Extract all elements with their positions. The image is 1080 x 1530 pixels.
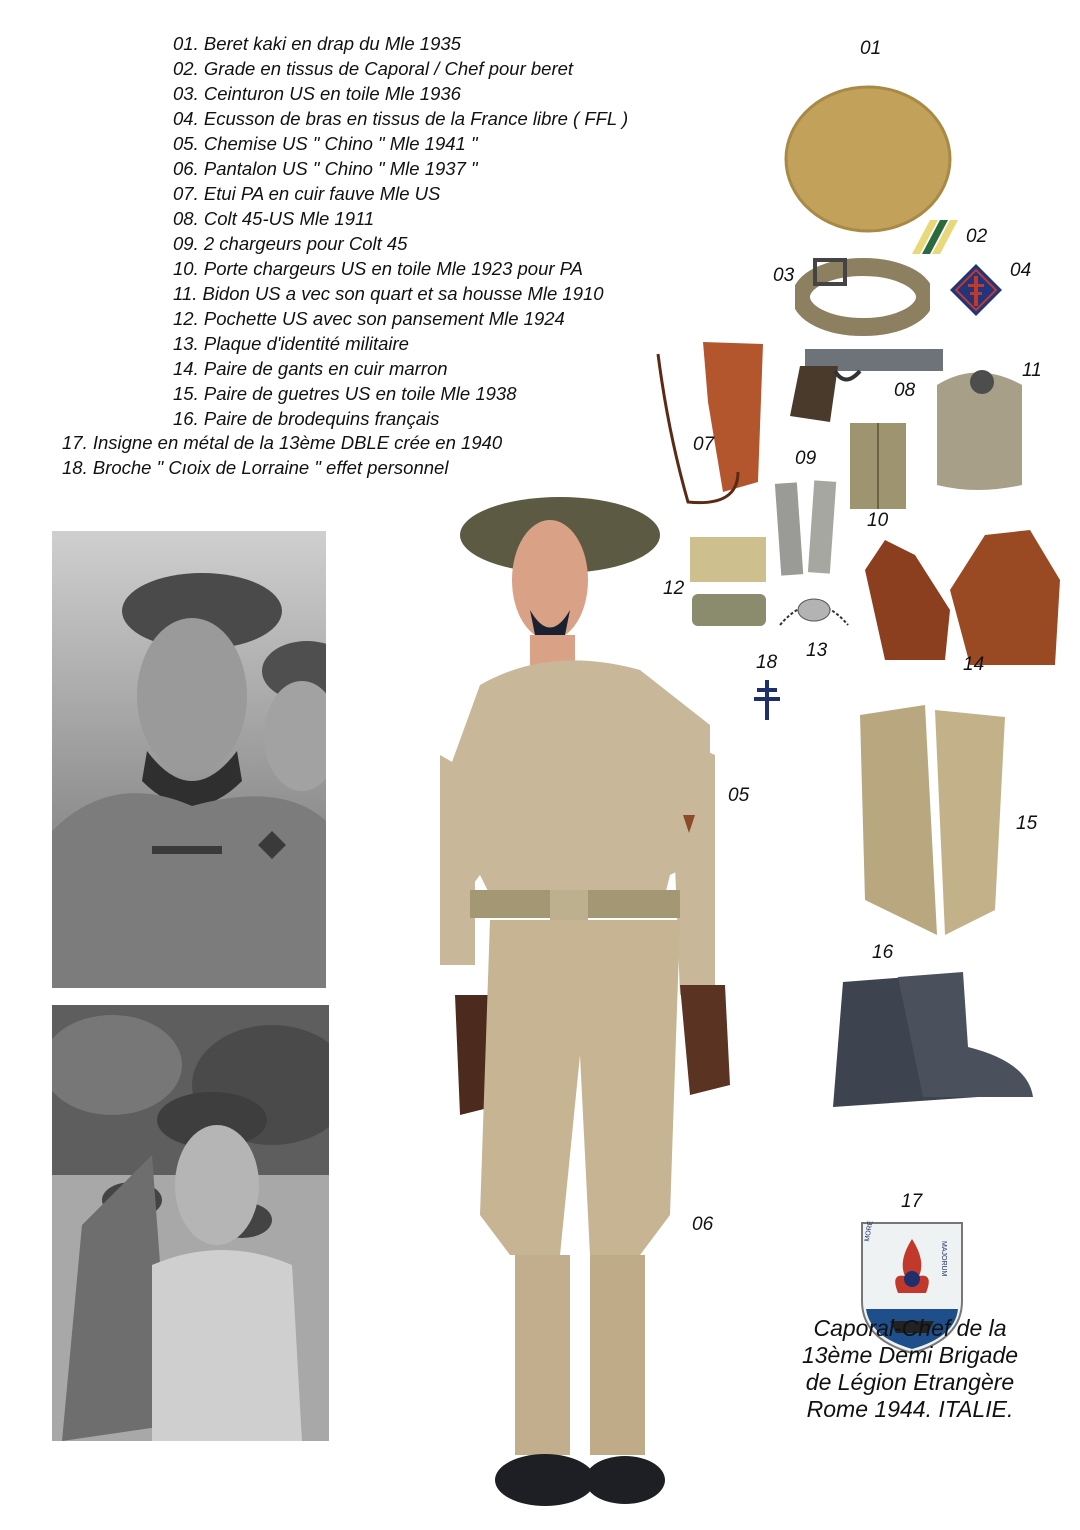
colt-pistol-image (790, 346, 945, 424)
legend-item-11: 11. Bidon US a vec son quart et sa housse Mle 1910 (173, 283, 604, 304)
ffl-patch-icon (948, 262, 1004, 318)
item-number-09: 09 (795, 448, 817, 469)
gaiters-image (855, 705, 1013, 943)
legend-item-18: 18. Broche " Cıoix de Lorraine " effet personnel (62, 457, 449, 478)
item-number-01: 01 (860, 38, 882, 59)
beret-image (783, 84, 953, 234)
item-number-13: 13 (806, 640, 828, 661)
canteen-image (927, 360, 1027, 495)
legend-item-02: 02. Grade en tissus de Caporal / Chef pour beret (173, 58, 574, 79)
item-number-08: 08 (894, 380, 916, 401)
legend-item-13: 13. Plaque d'identité militaire (173, 333, 409, 354)
gaiters-icon (855, 705, 1013, 943)
item-number-16: 16 (872, 942, 894, 963)
mannequin-uniform (440, 495, 740, 1525)
holster-image (648, 342, 766, 514)
boots-image (828, 972, 1040, 1114)
legend-item-15: 15. Paire de guetres US en toile Mle 1938 (173, 383, 517, 404)
item-number-12: 12 (663, 578, 685, 599)
pistol-icon (790, 346, 945, 424)
legend-item-10: 10. Porte chargeurs US en toile Mle 1923 pour PA (173, 258, 583, 279)
magazines-image (773, 478, 838, 580)
magazine-icon (773, 478, 838, 580)
first-aid-pouch-image (688, 532, 768, 630)
dog-tag-icon (776, 590, 852, 635)
legend-item-07: 07. Etui PA en cuir fauve Mle US (173, 183, 441, 204)
photo-top-illustration (52, 531, 326, 988)
item-number-02: 02 (966, 226, 988, 247)
caption-line-4: Rome 1944. ITALIE. (806, 1396, 1014, 1422)
legend-item-03: 03. Ceinturon US en toile Mle 1936 (173, 83, 461, 104)
badge-motto-left: MORE (864, 1220, 875, 1243)
gloves-image (855, 530, 1070, 672)
belt-icon (795, 252, 930, 337)
legend-item-08: 08. Colt 45-US Mle 1911 (173, 208, 375, 229)
item-number-11: 11 (1022, 360, 1042, 381)
caption-line-3: de Légion Etrangère (805, 1369, 1015, 1395)
mannequin-illustration (440, 495, 740, 1525)
magazine-pouch-image (847, 420, 909, 512)
item-number-14: 14 (963, 654, 985, 675)
belt-image (795, 252, 930, 337)
first-aid-icon (688, 532, 768, 630)
legend-item-14: 14. Paire de gants en cuir marron (173, 358, 448, 379)
caption-line-2: 13ème Demi Brigade (801, 1342, 1019, 1368)
legend-item-09: 09. 2 chargeurs pour Colt 45 (173, 233, 408, 254)
rank-stripe-image (912, 220, 960, 254)
item-number-10: 10 (867, 510, 889, 531)
legend-item-17: 17. Insigne en métal de la 13ème DBLE crée en 1940 (62, 432, 503, 453)
item-number-04: 04 (1010, 260, 1032, 281)
item-number-07: 07 (693, 434, 715, 455)
lorraine-cross-brooch-image (752, 680, 782, 720)
ffl-patch-image (948, 262, 1004, 318)
historical-photo-top (52, 531, 326, 988)
id-tag-image (776, 590, 852, 635)
canteen-icon (927, 360, 1027, 495)
legend-item-05: 05. Chemise US " Chino " Mle 1941 " (173, 133, 478, 154)
item-number-06: 06 (692, 1214, 714, 1235)
legend-item-06: 06. Pantalon US " Chino " Mle 1937 " (173, 158, 478, 179)
gloves-icon (855, 530, 1070, 672)
photo-bottom-illustration (52, 1005, 329, 1441)
lorraine-cross-icon (752, 680, 782, 720)
pouch-icon (847, 420, 909, 512)
badge-motto-right: MAJORUM (940, 1241, 947, 1277)
boots-icon (828, 972, 1040, 1114)
item-number-17: 17 (901, 1191, 923, 1212)
legend-item-12: 12. Pochette US avec son pansement Mle 1924 (173, 308, 565, 329)
uniform-caption (775, 1315, 1045, 1423)
rank-stripe-icon (912, 220, 960, 254)
caption-line-1: Caporal-Chef de la (813, 1315, 1007, 1341)
legend-item-04: 04. Ecusson de bras en tissus de la France libre ( FFL ) (173, 108, 629, 129)
item-number-15: 15 (1016, 813, 1038, 834)
item-number-03: 03 (773, 265, 795, 286)
historical-photo-bottom (52, 1005, 329, 1441)
item-number-18: 18 (756, 652, 778, 673)
legend-item-16: 16. Paire de brodequins français (173, 408, 440, 429)
holster-icon (648, 342, 766, 514)
item-number-05: 05 (728, 785, 750, 806)
legend-item-01: 01. Beret kaki en drap du Mle 1935 (173, 33, 461, 54)
beret-icon (783, 84, 953, 234)
